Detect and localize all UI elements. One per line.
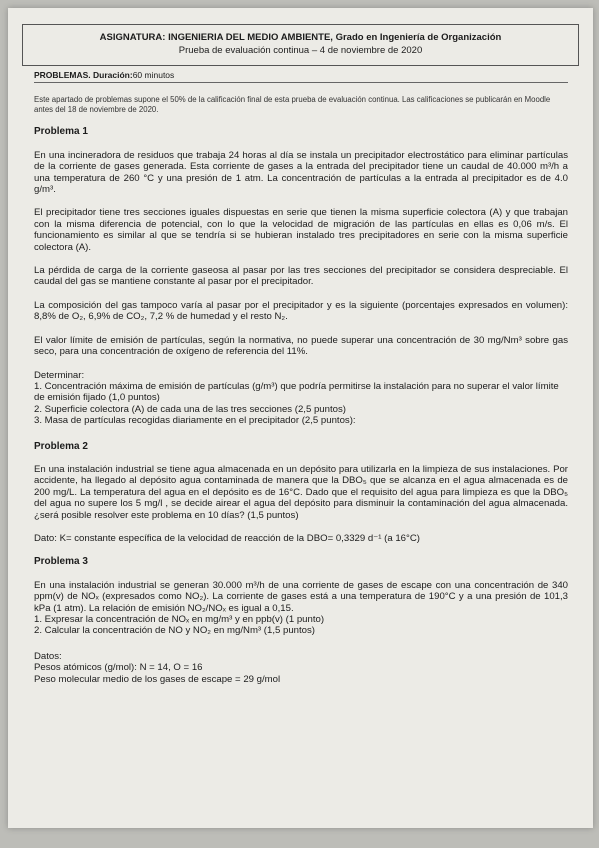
duration-line (34, 70, 568, 83)
exam-content (34, 70, 568, 685)
exam-page (8, 8, 593, 828)
problem-2-title: Problema 2 (34, 440, 88, 452)
datos-item: Peso molecular medio de los gases de escape = 29 g/mol (34, 673, 281, 685)
exam-subtitle: Prueba de evaluación continua – 4 de noviembre de 2020 (178, 45, 423, 56)
problem-1-paragraph: La composición del gas tampoco varía al pasar por el precipitador y es la siguiente (porcentajes expresados en volumen): 8,8% de O₂, 6,9% de CO₂, 7,2 % de humedad y el resto N₂. (34, 299, 568, 323)
duration-value: 60 minutos (132, 70, 175, 80)
problem-2-paragraph: En una instalación industrial se tiene agua almacenada en un depósito para utilizarla en la limpieza de sus instalaciones. Por accidente, ha llegado al depósito agua contaminada de manera que la DBO₅ que se alcanza en el agua almacenada es de 200 mg/L. La temperatura del agua en el depósito es de 16°C. Dado que el requisito del agua para limpieza es que la DBO₅ del agua no supere los 5 mg/l , se decide airear el agua del depósito para disminuir la contaminación del agua almacenada. ¿será posible resolver este problema en 10 días? (1,5 puntos) (34, 463, 568, 521)
problem-1-paragraph: El valor límite de emisión de partículas, según la normativa, no puede superar una concentración de 30 mg/Nm³ sobre gas seco, para una concentración de oxígeno de referencia del 11%. (34, 334, 568, 358)
duration-label: PROBLEMAS. Duración: (34, 70, 133, 80)
problem-3-title: Problema 3 (34, 556, 88, 568)
question-item: 1. Concentración máxima de emisión de partículas (g/m³) que podría permitirse la instalación para no superar el valor límite de emisión fijado (1,0 puntos) (34, 380, 559, 404)
problem-3-data (34, 651, 568, 685)
problem-1-questions (34, 370, 568, 427)
problem-1-paragraph: En una incineradora de residuos que trabaja 24 horas al día se instala un precipitador electrostático para eliminar partículas de la corriente de gases generada. Esta corriente de gases a la entrada del precipitador tiene un caudal de 40.000 m³/h a una temperatura de 260 °C y una presión de 1 atm. La concentración de partículas a la entrada al precipitador es de 4.0 g/m³. (34, 149, 568, 196)
problem-3-paragraph: En una instalación industrial se generan 30.000 m³/h de una corriente de gases de escape con una concentración de 340 ppm(v) de NOₓ (expresados como NO₂). La corriente de gases está a una temperatura de 190°C y a una presión de 101,3 kPa (1 atm). La relación de emisión NO₂/NOₓ es igual a 0,15. (34, 579, 568, 614)
course-title: ASIGNATURA: INGENIERIA DEL MEDIO AMBIENTE, Grado en Ingeniería de Organización (99, 32, 502, 43)
problem-1-paragraph: El precipitador tiene tres secciones iguales dispuestas en serie que tienen la misma superficie colectora (A) y que trabajan con la misma diferencia de potencial, con lo que la velocidad de migración de las partículas en ellas es 0,06 m/s. El funcionamiento es similar al que se tendría si se hubieran instalado tres precipitadores en serie con la misma superficie colectora (A). (34, 207, 568, 253)
problem-2-data: Dato: K= constante específica de la velocidad de reacción de la DBO= 0,3329 d⁻¹ (a 16°C) (34, 532, 420, 544)
question-item: 2. Calcular la concentración de NO y NO₂ en mg/Nm³ (1,5 puntos) (34, 625, 315, 637)
problem-3-questions (34, 614, 568, 637)
problem-1-paragraph: La pérdida de carga de la corriente gaseosa al pasar por las tres secciones del precipitador se considera despreciable. El caudal del gas se mantiene constante al pasar por el precipitador. (34, 265, 568, 288)
grading-note: Este apartado de problemas supone el 50% de la calificación final de esta prueba de evaluación continua. Las calificaciones se publicarán en Moodle antes del 18 de noviembre de 2020. (34, 95, 551, 114)
datos-label: Datos: (34, 650, 62, 662)
problem-1-title: Problema 1 (34, 126, 88, 138)
datos-item: Pesos atómicos (g/mol): N = 14, O = 16 (34, 662, 203, 674)
header-box (22, 24, 579, 66)
question-item: 1. Expresar la concentración de NOₓ en mg/m³ y en ppb(v) (1 punto) (34, 614, 325, 625)
question-item: 3. Masa de partículas recogidas diariamente en el precipitador (2,5 puntos): (34, 415, 356, 427)
question-item: 2. Superficie colectora (A) de cada una de las tres secciones (2,5 puntos) (34, 403, 346, 415)
determinar-label: Determinar: (34, 369, 85, 381)
